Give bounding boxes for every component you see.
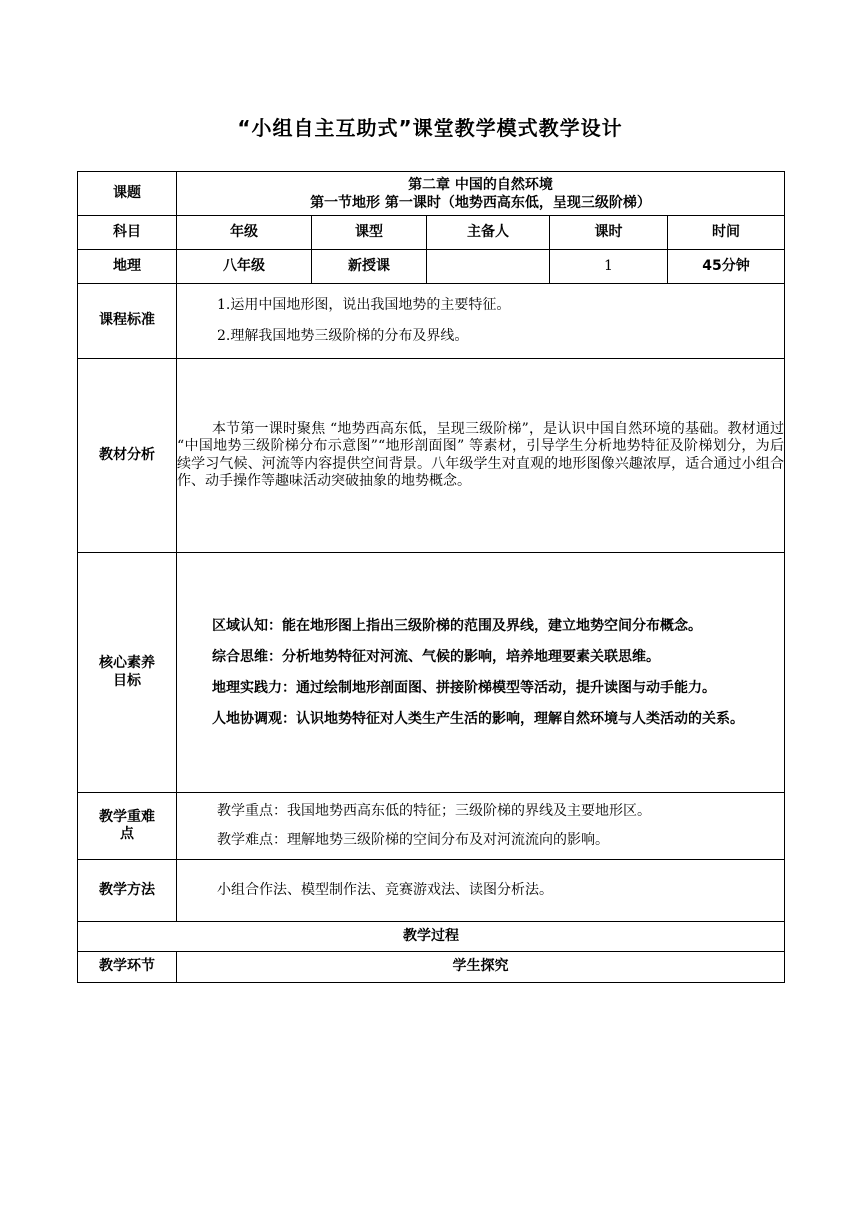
header-preparer: 主备人 (427, 216, 550, 250)
topic-value (177, 172, 785, 216)
header-grade: 年级 (177, 216, 312, 250)
standards-content (177, 284, 785, 359)
core-literacy-content (177, 553, 785, 793)
value-grade: 八年级 (177, 250, 312, 284)
analysis-row (78, 359, 785, 553)
methods-content (177, 860, 785, 922)
header-periods: 课时 (550, 216, 668, 250)
keypoint-item: 教学重点：我国地势西高东低的特征；三级阶梯的界线及主要地形区。 (217, 803, 651, 819)
keypoints-label (78, 793, 177, 860)
header-lesson-type: 课型 (312, 216, 427, 250)
keypoint-item: 教学难点：理解地势三级阶梯的空间分布及对河流流向的影响。 (217, 832, 609, 848)
core-literacy-label (78, 553, 177, 793)
value-subject: 地理 (78, 250, 177, 284)
methods-label: 教学方法 (78, 860, 177, 922)
process-title: 教学过程 (78, 922, 785, 952)
student-inquiry-label: 学生探究 (177, 952, 785, 983)
core-label-line1: 核心素养 (99, 655, 155, 671)
standards-row (78, 284, 785, 359)
process-header-row (78, 952, 785, 983)
topic-label: 课题 (78, 172, 177, 216)
standard-item: 1.运用中国地形图，说出我国地势的主要特征。 (217, 297, 511, 313)
process-title-row (78, 922, 785, 952)
topic-row (78, 172, 785, 216)
info-value-row (78, 250, 785, 284)
stage-label: 教学环节 (78, 952, 177, 983)
standards-label: 课程标准 (78, 284, 177, 359)
core-item: 区域认知：能在地形图上指出三级阶梯的范围及界线，建立地势空间分布概念。 (212, 617, 702, 634)
keypoints-row (78, 793, 785, 860)
topic-chapter: 第二章 中国的自然环境 (408, 176, 553, 193)
value-periods: 1 (550, 250, 668, 284)
document-title: “小组自主互助式”课堂教学模式教学设计 (237, 116, 623, 140)
keypoints-label-line2: 点 (120, 826, 134, 842)
core-item: 综合思维：分析地势特征对河流、气候的影响，培养地理要素关联思维。 (212, 648, 660, 665)
header-duration: 时间 (668, 216, 785, 250)
keypoints-label-line1: 教学重难 (99, 808, 155, 825)
topic-section: 第一节地形 第一课时（地势西高东低，呈现三级阶梯） (310, 194, 651, 211)
standard-item: 2.理解我国地势三级阶梯的分布及界线。 (217, 328, 469, 344)
info-header-row (78, 216, 785, 250)
keypoints-content (177, 793, 785, 860)
methods-text: 小组合作法、模型制作法、竞赛游戏法、读图分析法。 (217, 882, 553, 898)
core-item: 地理实践力：通过绘制地形剖面图、拼接阶梯模型等活动，提升读图与动手能力。 (212, 679, 716, 696)
methods-row (78, 860, 785, 922)
analysis-text: 本节第一课时聚焦 “地势西高东低，呈现三级阶梯”，是认识中国自然环境的基础。教材通过 “中国地势三级阶梯分布示意图”“地形剖面图” 等素材，引导学生分析地势特征及阶梯划分，为后续学习气候、河流等内容提供空间背景。八年级学生对直观的地形图像兴趣浓厚，适合通过小组合作、动手操作等趣味活动突破抽象的地势概念。 (177, 359, 785, 553)
value-lesson-type: 新授课 (312, 250, 427, 284)
analysis-label: 教材分析 (78, 359, 177, 553)
value-preparer (427, 250, 550, 284)
lesson-plan-table (77, 171, 785, 983)
header-subject: 科目 (78, 216, 177, 250)
core-item: 人地协调观：认识地势特征对人类生产生活的影响，理解自然环境与人类活动的关系。 (212, 710, 744, 727)
core-label-line2: 目标 (113, 672, 141, 689)
core-literacy-row (78, 553, 785, 793)
value-duration: 45分钟 (668, 250, 785, 284)
